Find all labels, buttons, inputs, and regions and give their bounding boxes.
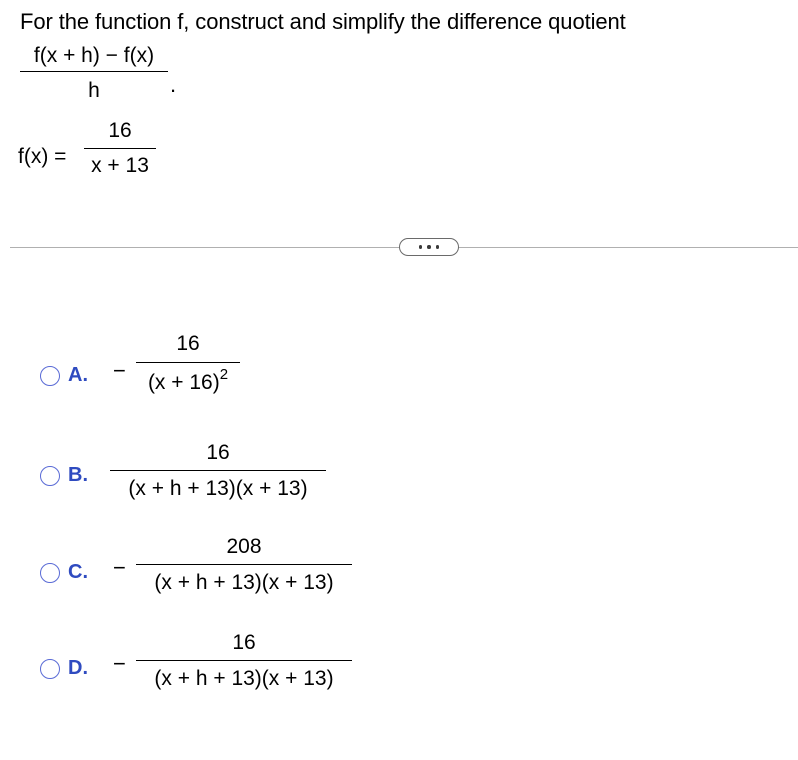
function-numerator: 16 [108,119,132,142]
option-d-radio[interactable] [40,659,60,679]
option-c-numerator: 208 [226,535,262,558]
difference-quotient-numerator: f(x + h) − f(x) [33,44,155,67]
option-d-fraction [136,630,352,692]
option-d-denominator: (x + h + 13)(x + 13) [154,667,334,690]
option-b-fraction [110,440,326,502]
option-c-letter[interactable]: C. [68,561,88,583]
option-a-letter[interactable]: A. [68,364,88,386]
option-c-denominator: (x + h + 13)(x + 13) [154,571,334,594]
question-prompt: For the function f, construct and simplify the difference quotient [20,9,626,34]
more-options-button[interactable] [399,238,459,256]
dot-icon [436,245,440,249]
fraction-bar [110,470,326,471]
option-a-numerator: 16 [176,332,200,355]
dot-icon [427,245,431,249]
option-b-radio[interactable] [40,466,60,486]
fraction-bar [20,71,168,72]
option-a-fraction [136,331,240,396]
option-b-letter[interactable]: B. [68,464,88,486]
option-c-radio[interactable] [40,563,60,583]
fraction-bar [84,148,156,149]
fraction-bar [136,660,352,661]
option-a-radio[interactable] [40,366,60,386]
function-label: f(x) = [18,145,67,168]
fraction-bar [136,564,352,565]
option-d-letter[interactable]: D. [68,657,88,679]
fraction-bar [136,362,240,363]
function-denominator: x + 13 [91,154,149,177]
difference-quotient [20,43,168,104]
option-b-denominator: (x + h + 13)(x + 13) [128,477,308,500]
option-c-sign: − [113,555,126,580]
function-fraction [84,118,156,179]
option-a-exponent: 2 [219,366,229,383]
option-a-sign: − [113,358,126,383]
option-d-sign: − [113,651,126,676]
dot-icon [419,245,423,249]
difference-quotient-denominator: h [88,79,100,102]
option-b-numerator: 16 [206,441,230,464]
option-d-numerator: 16 [232,631,256,654]
period: . [170,72,177,97]
option-c-fraction [136,534,352,596]
option-a-denominator: (x + 16) [147,371,220,394]
